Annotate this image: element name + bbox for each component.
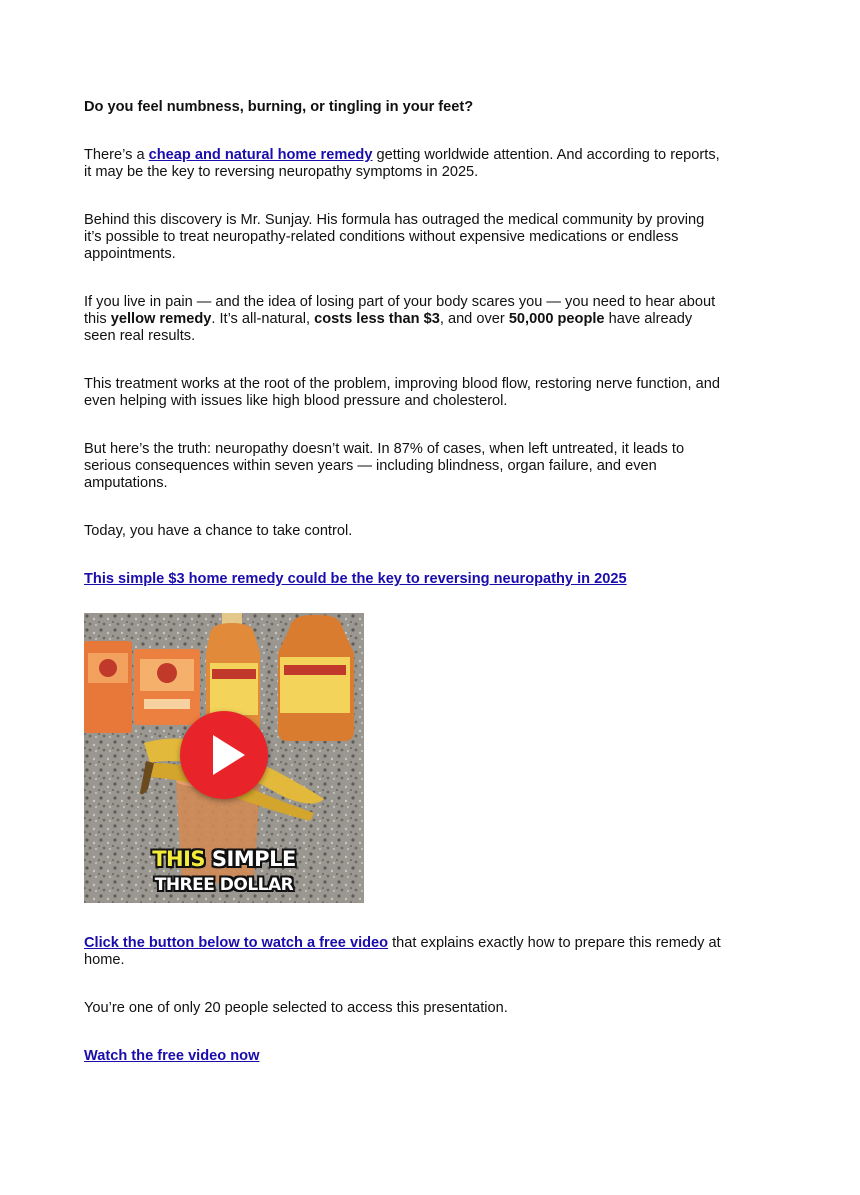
control-paragraph: Today, you have a chance to take control. <box>84 523 353 539</box>
watch-video-paragraph <box>84 935 724 969</box>
cost-bold: costs less than $3 <box>314 311 440 327</box>
remedy-cta-link[interactable]: This simple $3 home remedy could be the key to reversing neuropathy in 2025 <box>84 571 627 587</box>
watch-video-text: that explains exactly how to prepare this remedy at home. <box>84 935 721 968</box>
pain-text-4: have already seen real results. <box>84 311 693 344</box>
intro-text-after: getting worldwide attention. And according to reports, it may be the key to reversing neuropathy symptoms in 2025. <box>84 147 720 180</box>
watch-video-link[interactable]: Click the button below to watch a free video <box>84 935 389 951</box>
headline: Do you feel numbness, burning, or tingling in your feet? <box>84 99 474 115</box>
caption-highlight: THIS <box>152 847 206 871</box>
play-icon <box>213 735 245 775</box>
intro-text-before: There’s a <box>84 147 149 163</box>
video-caption-line-1 <box>84 847 364 871</box>
intro-paragraph <box>84 147 724 181</box>
selected-paragraph: You’re one of only 20 people selected to access this presentation. <box>84 1000 508 1016</box>
cta-paragraph <box>84 571 724 588</box>
play-button[interactable] <box>180 711 268 799</box>
video-caption-line-2: THREE DOLLAR <box>154 875 294 895</box>
pain-text-1: If you live in pain — and the idea of losing part of your body scares you — you need to hear about this <box>84 294 716 327</box>
watch-free-video-link[interactable]: Watch the free video now <box>84 1048 260 1064</box>
final-paragraph <box>84 1048 724 1065</box>
truth-paragraph: But here’s the truth: neuropathy doesn’t wait. In 87% of cases, when left untreated, it leads to serious consequences within seven years — including blindness, organ failure, and even amputations. <box>84 441 685 491</box>
home-remedy-link[interactable]: cheap and natural home remedy <box>148 147 373 163</box>
video-thumbnail[interactable] <box>84 613 364 903</box>
caption-rest: SIMPLE <box>205 847 296 871</box>
pain-paragraph <box>84 294 724 345</box>
email-body <box>84 99 724 1096</box>
discovery-paragraph: Behind this discovery is Mr. Sunjay. His formula has outraged the medical community by proving it’s possible to treat neuropathy-related conditions without expensive medications or endless appointments. <box>84 212 705 262</box>
people-count-bold: 50,000 people <box>508 311 605 327</box>
yellow-remedy-bold: yellow remedy <box>110 311 212 327</box>
treatment-paragraph: This treatment works at the root of the problem, improving blood flow, restoring nerve function, and even helping with issues like high blood pressure and cholesterol. <box>84 376 720 409</box>
baking-soda-boxes <box>84 641 200 733</box>
pain-text-3: , and over <box>439 311 509 327</box>
pain-text-2: . It’s all-natural, <box>211 311 315 327</box>
